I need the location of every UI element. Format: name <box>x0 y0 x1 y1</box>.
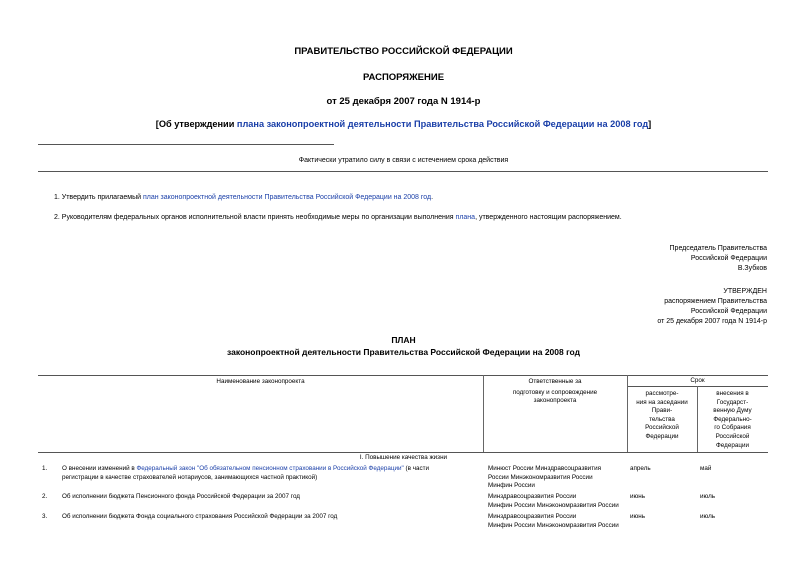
signature-line: В.Зубков <box>737 265 767 272</box>
col-header-responsible-line: подготовку и сопровождение <box>512 388 598 396</box>
col-header-gov-line: Прави- <box>651 407 673 415</box>
doc-type: РАСПОРЯЖЕНИЕ <box>362 72 445 83</box>
row-responsible-line: Минфин России Минэкономразвития России <box>488 521 619 529</box>
approval-line: распоряжением Правительства <box>664 298 767 305</box>
row-gov-term: июнь <box>630 513 645 520</box>
plan-subtitle: законопроектной деятельности Правительства Российской Федерации на 2008 год <box>226 347 580 357</box>
row-responsible-line: Минздравсоцразвития России <box>488 513 577 520</box>
row-name: Об исполнении бюджета Фонда социального страхования Российской Федерации за 2007 год <box>62 513 338 520</box>
col-header-responsible-line: законопроекта <box>533 397 577 405</box>
row-name-line2: регистрации в качестве страхователей нотариусов, занимающихся частной практикой) <box>62 473 318 481</box>
col-header-gov <box>627 390 697 442</box>
p1-plan-link[interactable]: план законопроектной деятельности Правительства Российской Федерации на 2008 год <box>142 194 432 201</box>
table-top-border <box>38 375 768 376</box>
col-header-duma-line: внесения в <box>716 390 749 397</box>
col-header-name: Наименование законопроекта <box>216 378 305 385</box>
org-title: ПРАВИТЕЛЬСТВО РОССИЙСКОЙ ФЕДЕРАЦИИ <box>294 46 513 57</box>
row-duma-term: июль <box>700 513 716 520</box>
status-note: Фактически утратило силу в связи с истечением срока действия <box>298 157 509 164</box>
doc-subject <box>0 119 807 129</box>
row-duma-term: июль <box>700 493 716 500</box>
row-number: 2. <box>42 493 48 500</box>
signature-block <box>547 244 767 274</box>
col-header-responsible-line: Ответственные за <box>528 378 582 385</box>
row-number: 3. <box>42 513 48 520</box>
signature-line: Российской Федерации <box>690 255 767 262</box>
row-responsible-line: Минюст России Минздравсоцразвития <box>488 465 602 472</box>
p1-prefix: 1. Утвердить прилагаемый <box>54 194 143 201</box>
col-header-duma-line: го Собрания <box>714 424 751 432</box>
p2-suffix: , утвержденного настоящим распоряжением. <box>475 214 622 221</box>
subject-suffix: ] <box>648 119 652 129</box>
row-responsible-line: Минфин России Минэкономразвития России <box>488 501 619 509</box>
law-link[interactable]: Федеральный закон "Об обязательном пенсионном страховании в Российской Федерации" <box>136 465 404 472</box>
row-responsible <box>488 465 626 491</box>
col-header-duma-line: венную Думу <box>713 407 752 415</box>
approval-line: Российской Федерации <box>690 308 767 315</box>
approval-line: от 25 декабря 2007 года N 1914-р <box>657 318 767 325</box>
plan-title: ПЛАН <box>391 335 416 345</box>
col-header-duma <box>697 390 768 450</box>
col-header-duma-line: Российской <box>715 432 750 440</box>
p2-plan-link[interactable]: плана <box>455 214 476 221</box>
col-header-duma-line: Федерально- <box>713 415 752 423</box>
p2-prefix: 2. Руководителям федеральных органов исполнительной власти принять необходимые меры по организации выполнения <box>54 214 456 221</box>
col-header-duma-line: Государст- <box>716 398 749 406</box>
divider-line <box>38 171 768 172</box>
row-responsible-line: Минфин России <box>488 482 535 490</box>
divider-line <box>38 144 334 145</box>
table-header-bottom-border <box>38 452 768 453</box>
row-responsible-line: России Минэкономразвития России <box>488 473 593 481</box>
row-responsible-line: Минздравсоцразвития России <box>488 493 577 500</box>
row-name-suffix: (в части <box>403 465 430 472</box>
col-header-gov-line: рассмотре- <box>645 390 679 397</box>
row-gov-term: июнь <box>630 493 645 500</box>
row-name: Об исполнении бюджета Пенсионного фонда Российской Федерации за 2007 год <box>62 493 300 500</box>
col-header-gov-line: тельства <box>649 415 675 423</box>
subject-link[interactable]: плана законопроектной деятельности Правительства Российской Федерации на 2008 год <box>236 119 649 129</box>
col-header-responsible <box>483 378 627 406</box>
paragraph-1 <box>54 193 784 203</box>
paragraph-2 <box>54 213 794 223</box>
row-gov-term: апрель <box>630 465 651 472</box>
row-duma-term: май <box>700 465 712 472</box>
doc-date: от 25 декабря 2007 года N 1914-р <box>326 96 481 107</box>
section-heading: I. Повышение качества жизни <box>359 454 448 461</box>
col-header-gov-line: ния на заседании <box>636 398 688 406</box>
signature-line: Председатель Правительства <box>669 245 767 252</box>
col-header-term: Срок <box>690 377 705 384</box>
col-header-duma-line: Федерации <box>716 441 749 449</box>
col-header-gov-line: Российской <box>645 424 679 432</box>
row-number: 1. <box>42 465 48 472</box>
row-name-prefix: О внесении изменений в <box>62 465 137 472</box>
row-name <box>62 465 480 482</box>
row-responsible <box>488 513 626 530</box>
row-responsible <box>488 493 626 510</box>
approval-block <box>547 287 767 327</box>
approval-line: УТВЕРЖДЕН <box>723 288 767 295</box>
p1-suffix: . <box>431 194 434 201</box>
subject-prefix: [Об утверждении <box>155 119 237 129</box>
col-header-gov-line: Федерации <box>645 432 679 440</box>
